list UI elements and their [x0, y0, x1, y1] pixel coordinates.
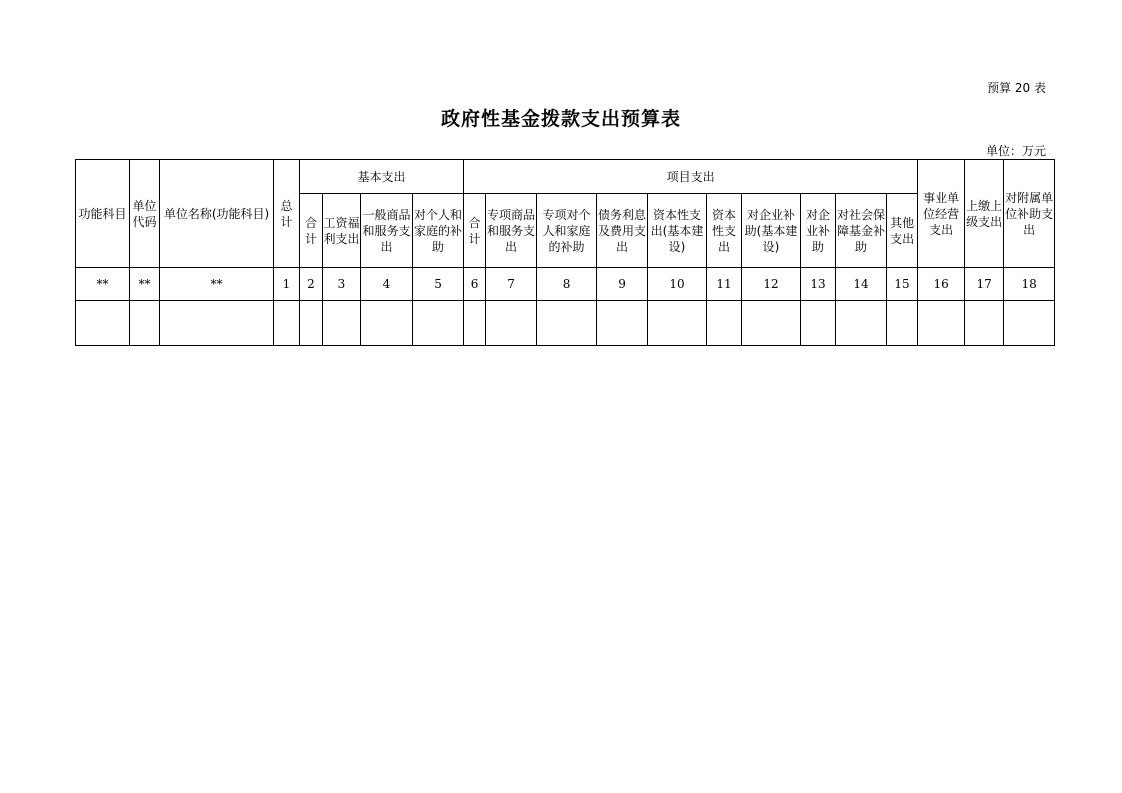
col-basic-wage: 工资福利支出 [323, 194, 361, 268]
number-cell: 18 [1004, 268, 1055, 301]
col-basic-subsidy: 对个人和家庭的补助 [413, 194, 464, 268]
col-total [274, 160, 300, 268]
number-cell: 10 [648, 268, 707, 301]
number-cell: 11 [707, 268, 742, 301]
data-cell [887, 301, 918, 346]
number-cell: 12 [742, 268, 801, 301]
number-cell: 17 [965, 268, 1004, 301]
col-unit-name: 单位名称(功能科目) [160, 160, 274, 268]
data-cell [537, 301, 597, 346]
data-cell [648, 301, 707, 346]
data-cell [464, 301, 486, 346]
number-cell: 15 [887, 268, 918, 301]
page-title: 政府性基金拨款支出预算表 [440, 108, 681, 130]
number-cell: 9 [597, 268, 648, 301]
col-proj-capital-build: 资本性支出(基本建设) [648, 194, 707, 268]
col-proj-social: 对社会保障基金补助 [836, 194, 887, 268]
header-row-groups [76, 160, 1055, 194]
data-cell [130, 301, 160, 346]
number-cell: ** [130, 268, 160, 301]
data-cell [707, 301, 742, 346]
data-cell [274, 301, 300, 346]
col-unit-code-label: 单位代码 [132, 198, 157, 229]
col-proj-ent-build: 对企业补助(基本建设) [742, 194, 801, 268]
number-cell: 14 [836, 268, 887, 301]
number-cell: 3 [323, 268, 361, 301]
form-number: 预算 20 表 [987, 81, 1046, 95]
col-proj-total-label: 合计 [468, 215, 481, 246]
number-cell: 1 [274, 268, 300, 301]
col-unit-code [130, 160, 160, 268]
col-basic-goods: 一般商品和服务支出 [361, 194, 413, 268]
data-cell [160, 301, 274, 346]
data-cell [1004, 301, 1055, 346]
data-cell [742, 301, 801, 346]
col-proj-debt: 债务利息及费用支出 [597, 194, 648, 268]
data-cell [486, 301, 537, 346]
budget-table [75, 159, 1055, 346]
col-basic-total-label: 合计 [304, 215, 317, 246]
number-cell: 13 [801, 268, 836, 301]
data-cell [413, 301, 464, 346]
data-cell [965, 301, 1004, 346]
data-cell [323, 301, 361, 346]
group-project: 项目支出 [464, 160, 918, 194]
data-cell [801, 301, 836, 346]
col-proj-goods: 专项商品和服务支出 [486, 194, 537, 268]
number-cell: 2 [300, 268, 323, 301]
col-proj-other: 其他支出 [887, 194, 918, 268]
group-basic: 基本支出 [300, 160, 464, 194]
number-cell: 7 [486, 268, 537, 301]
col-proj-subsidy: 专项对个人和家庭的补助 [537, 194, 597, 268]
number-row [76, 268, 1055, 301]
data-cell [918, 301, 965, 346]
data-cell [361, 301, 413, 346]
number-cell: 16 [918, 268, 965, 301]
data-cell [76, 301, 130, 346]
data-cell [597, 301, 648, 346]
number-cell: 5 [413, 268, 464, 301]
col-proj-total [464, 194, 486, 268]
number-cell: 4 [361, 268, 413, 301]
col-biz-unit: 事业单位经营支出 [918, 160, 965, 268]
col-proj-capital: 资本性支出 [707, 194, 742, 268]
col-total-label: 总计 [280, 198, 293, 229]
data-cell [836, 301, 887, 346]
col-affiliated: 对附属单位补助支出 [1004, 160, 1055, 268]
col-func-subject: 功能科目 [76, 160, 130, 268]
data-cell [300, 301, 323, 346]
number-cell: ** [160, 268, 274, 301]
number-cell: 6 [464, 268, 486, 301]
number-cell: ** [76, 268, 130, 301]
empty-data-row [76, 301, 1055, 346]
unit-label: 单位：万元 [985, 144, 1046, 158]
col-basic-total [300, 194, 323, 268]
number-cell: 8 [537, 268, 597, 301]
col-remit: 上缴上级支出 [965, 160, 1004, 268]
col-proj-ent: 对企业补助 [801, 194, 836, 268]
